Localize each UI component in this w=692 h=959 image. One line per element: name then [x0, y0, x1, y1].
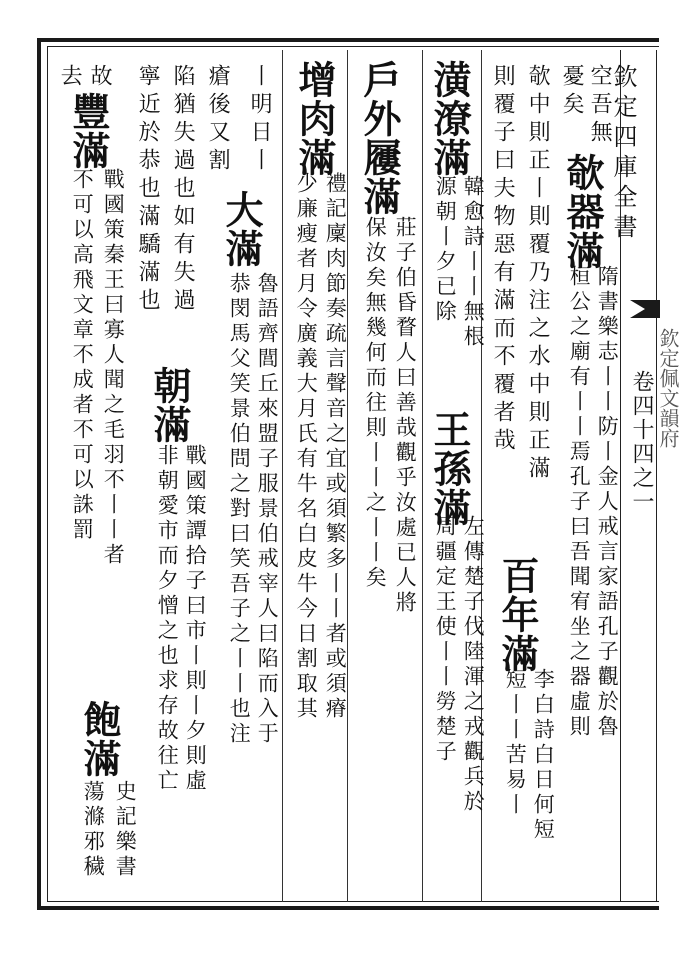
text-column: 魯語齊閭丘來盟子服景伯戒宰人曰陷而入于: [255, 272, 280, 747]
entry-headword: 欹器滿: [560, 153, 605, 270]
text-column: 恭閔馬父笑景伯問之對曰笑吾子之丨丨也注: [227, 272, 252, 747]
entry-headword: 百年滿: [495, 556, 540, 673]
text-column: 戰國策秦王曰寡人聞之毛羽不丨丨者: [101, 168, 126, 568]
text-column: 蕩滌邪穢: [81, 780, 106, 880]
text-column: 非朝愛市而夕憎之也求存故往亡: [155, 444, 180, 794]
text-column: 源朝丨夕已除: [433, 175, 458, 325]
text-column: 周疆定王使丨丨勞楚子: [433, 515, 458, 765]
entry-headword: 增肉滿: [292, 60, 337, 177]
text-column: 憂矣: [559, 64, 585, 120]
entry-headword: 豐滿: [66, 92, 111, 170]
text-column: 瘡後又割: [205, 64, 231, 176]
text-column: 丨明日丨: [247, 64, 273, 176]
entry-headword: 潢潦滿: [427, 60, 472, 177]
text-column: 左傳楚子伐陸渾之戎觀兵於: [461, 515, 486, 815]
text-column: 戰國策譚拾子曰市丨則丨夕則虛: [183, 444, 208, 794]
ghost-mark: 欽定佩文韻府: [656, 328, 680, 448]
text-column: 陷猶失過也如有失過: [170, 64, 196, 316]
text-column: 不可以高飛文章不成者不可以誅罰: [70, 168, 95, 543]
volume-label: 卷四十四之一: [629, 370, 654, 514]
column-rule: [422, 50, 423, 902]
text-column: 禮記廩肉節奏疏言聲音之宜或須繁多丨丨者或須瘠: [323, 172, 348, 722]
text-column: 故: [87, 64, 113, 92]
text-column: 隋書樂志丨丨防丨金人戒言家語孔子觀於魯: [595, 265, 620, 740]
entry-headword: 大滿: [219, 190, 264, 268]
text-column: 空吾無: [587, 64, 613, 148]
entry-headword: 朝滿: [147, 366, 192, 444]
text-column: 莊子伯昏瞀人曰善哉觀乎汝處已人將: [393, 216, 418, 616]
column-rule: [282, 50, 283, 902]
text-column: 寧近於恭也滿驕滿也: [135, 64, 161, 316]
entry-headword: 戶外屨滿: [357, 60, 402, 216]
text-column: 史記樂書: [113, 780, 138, 880]
text-column: 欹中則正丨則覆乃注之水中則正滿: [525, 64, 551, 484]
text-column: 去: [57, 64, 83, 92]
text-column: 少廉瘦者月令廣義大月氏有牛名白皮牛今日割取其: [294, 172, 319, 722]
text-column: 短丨丨苦易丨: [503, 668, 528, 818]
book-title: 欽定四庫全書: [609, 64, 637, 244]
text-column: 李白詩白日何短: [531, 668, 556, 843]
text-column: 桓公之廟有丨丨焉孔子曰吾聞宥坐之器虛則: [567, 265, 592, 740]
text-column: 保汝矣無幾何而往則丨丨之丨丨矣: [363, 216, 388, 591]
text-column: 韓愈詩丨丨無根: [461, 175, 486, 350]
text-column: 則覆子曰夫物惡有滿而不覆者哉: [490, 64, 516, 456]
entry-headword: 王孫滿: [427, 410, 472, 527]
entry-headword: 飽滿: [77, 700, 122, 778]
